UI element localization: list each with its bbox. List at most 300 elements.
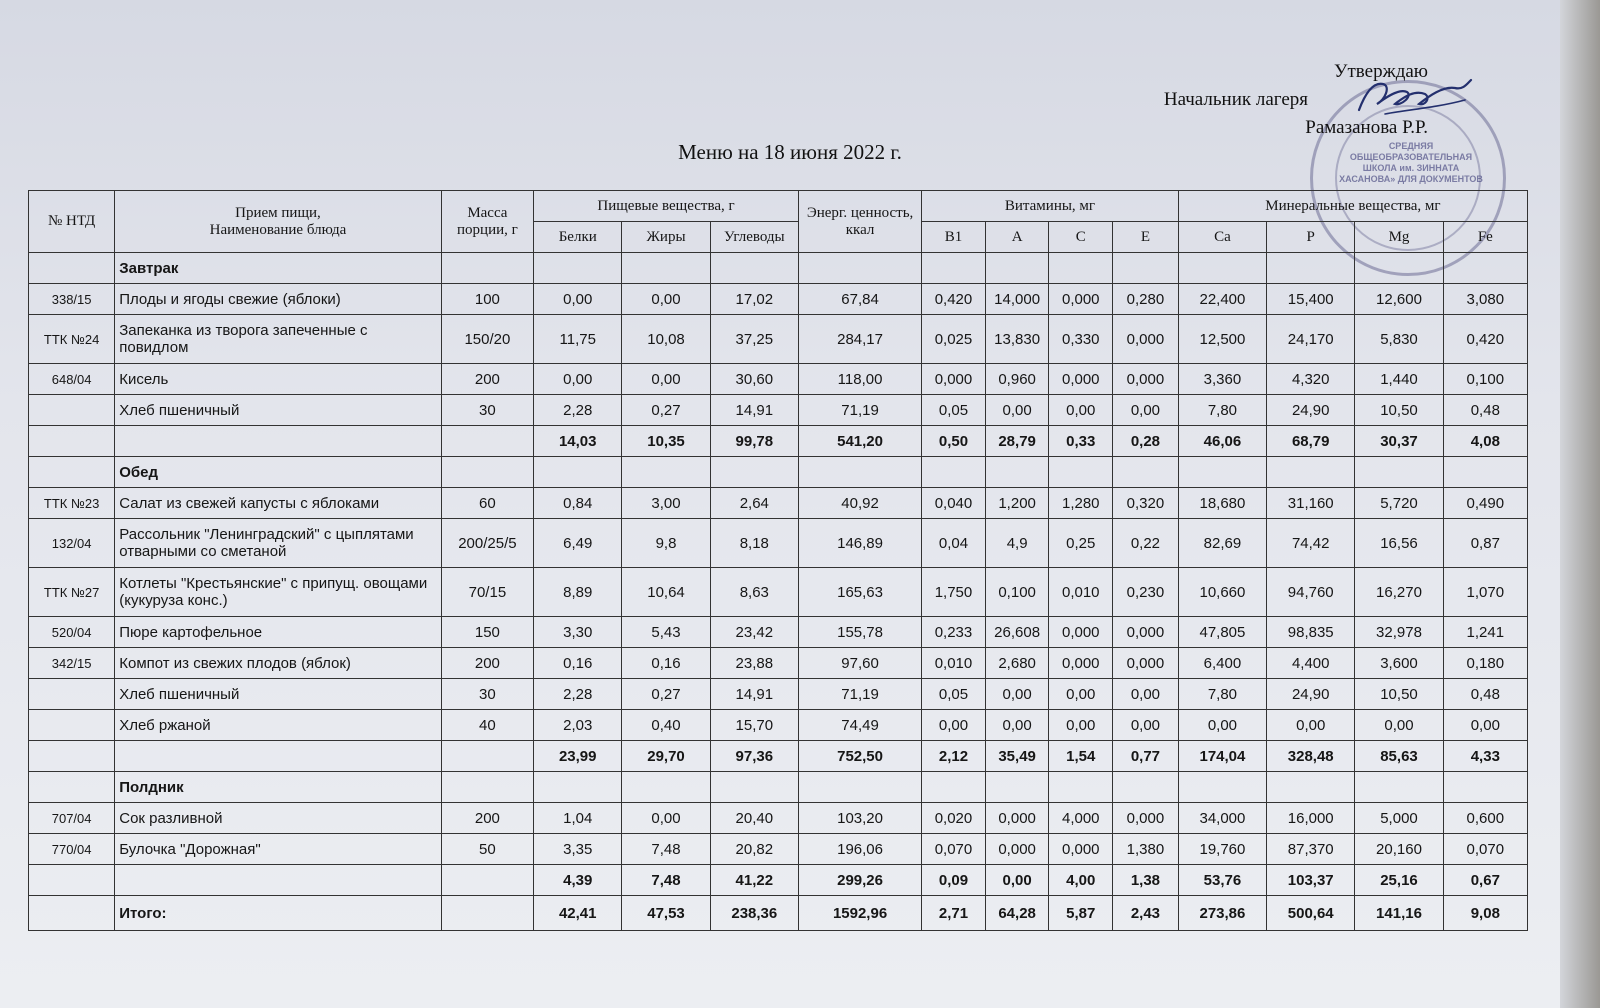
section-total-value: 25,16 <box>1355 865 1443 896</box>
grand-total-value: 64,28 <box>985 896 1049 931</box>
approval-block <box>1068 58 1428 142</box>
empty-cell <box>29 457 115 488</box>
dish-value: 0,420 <box>922 284 986 315</box>
dish-value: 2,680 <box>985 648 1049 679</box>
dish-value: 10,660 <box>1178 568 1266 617</box>
table-row <box>29 395 1528 426</box>
dish-value: 0,070 <box>922 834 986 865</box>
dish-value: 0,40 <box>622 710 710 741</box>
dish-value: 3,360 <box>1178 364 1266 395</box>
dish-name: Кисель <box>115 364 441 395</box>
empty-cell <box>922 457 986 488</box>
grand-total-value: 2,71 <box>922 896 986 931</box>
dish-code: 770/04 <box>29 834 115 865</box>
empty-cell <box>1178 457 1266 488</box>
empty-cell <box>622 772 710 803</box>
empty-cell <box>1355 772 1443 803</box>
dish-value: 0,000 <box>1049 364 1113 395</box>
grand-total-value: 273,86 <box>1178 896 1266 931</box>
header-energy: Энерг. ценность, ккал <box>798 191 921 253</box>
header-ca: Ca <box>1178 222 1266 253</box>
dish-value: 10,08 <box>622 315 710 364</box>
dish-value: 0,22 <box>1113 519 1179 568</box>
section-total-value: 23,99 <box>534 741 622 772</box>
empty-cell <box>1113 772 1179 803</box>
dish-value: 5,000 <box>1355 803 1443 834</box>
dish-value: 0,87 <box>1443 519 1527 568</box>
header-meal <box>115 191 441 253</box>
dish-value: 15,70 <box>710 710 798 741</box>
dish-value: 0,000 <box>1049 284 1113 315</box>
section-total-value: 28,79 <box>985 426 1049 457</box>
dish-value: 0,600 <box>1443 803 1527 834</box>
dish-value: 0,040 <box>922 488 986 519</box>
dish-value: 0,00 <box>622 803 710 834</box>
header-b1: B1 <box>922 222 986 253</box>
header-nutrients: Пищевые вещества, г <box>534 191 799 222</box>
dish-value: 0,233 <box>922 617 986 648</box>
dish-value: 67,84 <box>798 284 921 315</box>
table-row <box>29 488 1528 519</box>
section-total-value: 103,37 <box>1267 865 1355 896</box>
dish-value: 32,978 <box>1355 617 1443 648</box>
dish-value: 0,070 <box>1443 834 1527 865</box>
dish-value: 0,960 <box>985 364 1049 395</box>
dish-value: 3,600 <box>1355 648 1443 679</box>
dish-value: 0,000 <box>985 834 1049 865</box>
dish-value: 74,42 <box>1267 519 1355 568</box>
empty-cell <box>710 772 798 803</box>
section-total-value: 752,50 <box>798 741 921 772</box>
dish-value: 23,88 <box>710 648 798 679</box>
dish-code <box>29 679 115 710</box>
section-total-value: 328,48 <box>1267 741 1355 772</box>
dish-code <box>29 710 115 741</box>
dish-value: 6,49 <box>534 519 622 568</box>
section-total-value: 299,26 <box>798 865 921 896</box>
empty-cell <box>1355 457 1443 488</box>
empty-cell <box>1113 253 1179 284</box>
section-total-value: 46,06 <box>1178 426 1266 457</box>
dish-value: 20,160 <box>1355 834 1443 865</box>
dish-mass: 30 <box>441 395 533 426</box>
page-title <box>0 140 1600 165</box>
dish-value: 0,00 <box>1267 710 1355 741</box>
dish-value: 12,500 <box>1178 315 1266 364</box>
section-total-value: 53,76 <box>1178 865 1266 896</box>
dish-value: 0,180 <box>1443 648 1527 679</box>
dish-mass: 150/20 <box>441 315 533 364</box>
dish-value: 16,270 <box>1355 568 1443 617</box>
dish-value: 10,64 <box>622 568 710 617</box>
empty-cell <box>1267 772 1355 803</box>
dish-value: 196,06 <box>798 834 921 865</box>
header-e: E <box>1113 222 1179 253</box>
section-total-value: 29,70 <box>622 741 710 772</box>
dish-value: 1,241 <box>1443 617 1527 648</box>
dish-value: 0,16 <box>534 648 622 679</box>
dish-name: Пюре картофельное <box>115 617 441 648</box>
section-total-value: 30,37 <box>1355 426 1443 457</box>
section-total-value: 1,38 <box>1113 865 1179 896</box>
header-mass: Масса порции, г <box>441 191 533 253</box>
dish-value: 0,000 <box>1049 834 1113 865</box>
empty-cell <box>441 865 533 896</box>
section-total-value: 10,35 <box>622 426 710 457</box>
table-row <box>29 803 1528 834</box>
dish-value: 0,05 <box>922 395 986 426</box>
dish-value: 0,00 <box>1113 395 1179 426</box>
dish-value: 0,00 <box>1113 710 1179 741</box>
stamp-text: СРЕДНЯЯ ОБЩЕОБРАЗОВАТЕЛЬНАЯ ШКОЛА им. ЗИННАТА ХАСАНОВА» ДЛЯ ДОКУМЕНТОВ <box>1339 141 1483 184</box>
section-total-value: 4,39 <box>534 865 622 896</box>
dish-name: Хлеб ржаной <box>115 710 441 741</box>
dish-value: 0,230 <box>1113 568 1179 617</box>
dish-code: 132/04 <box>29 519 115 568</box>
table-row <box>29 568 1528 617</box>
dish-value: 0,000 <box>1113 617 1179 648</box>
dish-value: 15,400 <box>1267 284 1355 315</box>
dish-name: Компот из свежих плодов (яблок) <box>115 648 441 679</box>
empty-cell <box>1355 253 1443 284</box>
empty-cell <box>985 772 1049 803</box>
empty-cell <box>1267 253 1355 284</box>
dish-name: Хлеб пшеничный <box>115 395 441 426</box>
dish-value: 4,320 <box>1267 364 1355 395</box>
dish-value: 2,03 <box>534 710 622 741</box>
dish-value: 1,440 <box>1355 364 1443 395</box>
dish-value: 0,000 <box>1113 648 1179 679</box>
section-row <box>29 253 1528 284</box>
dish-mass: 50 <box>441 834 533 865</box>
section-total-value: 4,33 <box>1443 741 1527 772</box>
dish-name: Плоды и ягоды свежие (яблоки) <box>115 284 441 315</box>
dish-value: 16,000 <box>1267 803 1355 834</box>
section-total-value: 174,04 <box>1178 741 1266 772</box>
table-row <box>29 679 1528 710</box>
header-vitamins: Витамины, мг <box>922 191 1179 222</box>
dish-value: 0,00 <box>1049 710 1113 741</box>
dish-value: 8,89 <box>534 568 622 617</box>
section-total-value: 0,77 <box>1113 741 1179 772</box>
grand-total-value: 500,64 <box>1267 896 1355 931</box>
dish-value: 118,00 <box>798 364 921 395</box>
dish-value: 10,50 <box>1355 395 1443 426</box>
grand-total-value: 5,87 <box>1049 896 1113 931</box>
empty-cell <box>922 253 986 284</box>
empty-cell <box>1178 772 1266 803</box>
dish-value: 0,00 <box>534 364 622 395</box>
dish-value: 0,100 <box>985 568 1049 617</box>
empty-cell <box>29 741 115 772</box>
empty-cell <box>622 457 710 488</box>
empty-cell <box>1443 772 1527 803</box>
dish-value: 0,00 <box>534 284 622 315</box>
dish-value: 17,02 <box>710 284 798 315</box>
dish-value: 18,680 <box>1178 488 1266 519</box>
section-total-value: 14,03 <box>534 426 622 457</box>
section-total-value: 4,00 <box>1049 865 1113 896</box>
dish-mass: 30 <box>441 679 533 710</box>
dish-mass: 150 <box>441 617 533 648</box>
dish-code: 707/04 <box>29 803 115 834</box>
dish-value: 0,04 <box>922 519 986 568</box>
grand-total-value: 141,16 <box>1355 896 1443 931</box>
dish-value: 13,830 <box>985 315 1049 364</box>
section-total-value: 85,63 <box>1355 741 1443 772</box>
empty-cell <box>985 253 1049 284</box>
section-title: Обед <box>115 457 441 488</box>
dish-value: 284,17 <box>798 315 921 364</box>
header-ntd: № НТД <box>29 191 115 253</box>
section-total-value: 41,22 <box>710 865 798 896</box>
section-total-value: 4,08 <box>1443 426 1527 457</box>
dish-value: 0,490 <box>1443 488 1527 519</box>
empty-cell <box>441 457 533 488</box>
dish-value: 0,420 <box>1443 315 1527 364</box>
header-c: C <box>1049 222 1113 253</box>
section-title: Завтрак <box>115 253 441 284</box>
empty-cell <box>441 253 533 284</box>
dish-code: 648/04 <box>29 364 115 395</box>
dish-value: 1,04 <box>534 803 622 834</box>
dish-value: 2,28 <box>534 679 622 710</box>
empty-cell <box>115 741 441 772</box>
empty-cell <box>798 457 921 488</box>
dish-value: 20,82 <box>710 834 798 865</box>
table-row <box>29 315 1528 364</box>
dish-value: 11,75 <box>534 315 622 364</box>
section-total-value: 68,79 <box>1267 426 1355 457</box>
empty-cell <box>534 457 622 488</box>
menu-table <box>28 190 1528 931</box>
dish-value: 1,200 <box>985 488 1049 519</box>
dish-code: ТТК №24 <box>29 315 115 364</box>
section-total-value: 0,28 <box>1113 426 1179 457</box>
dish-value: 0,00 <box>622 284 710 315</box>
dish-value: 30,60 <box>710 364 798 395</box>
dish-name: Булочка "Дорожная" <box>115 834 441 865</box>
table-row <box>29 364 1528 395</box>
dish-value: 0,010 <box>922 648 986 679</box>
approval-line-3: Рамазанова Р.Р. <box>1305 117 1428 138</box>
dish-value: 0,25 <box>1049 519 1113 568</box>
section-total-value: 0,09 <box>922 865 986 896</box>
empty-cell <box>1049 253 1113 284</box>
grand-total-value: 238,36 <box>710 896 798 931</box>
empty-cell <box>29 896 115 931</box>
dish-value: 0,00 <box>985 395 1049 426</box>
header-meal-line1: Прием пищи, <box>235 204 321 221</box>
dish-value: 3,00 <box>622 488 710 519</box>
dish-value: 8,18 <box>710 519 798 568</box>
dish-value: 0,000 <box>1113 315 1179 364</box>
section-total-value: 0,00 <box>985 865 1049 896</box>
section-row <box>29 772 1528 803</box>
dish-value: 6,400 <box>1178 648 1266 679</box>
dish-value: 34,000 <box>1178 803 1266 834</box>
dish-value: 0,000 <box>1049 648 1113 679</box>
dish-value: 98,835 <box>1267 617 1355 648</box>
dish-name: Котлеты "Крестьянские" с припущ. овощами (кукуруза конс.) <box>115 568 441 617</box>
dish-code <box>29 395 115 426</box>
empty-cell <box>1443 253 1527 284</box>
empty-cell <box>441 772 533 803</box>
dish-value: 0,48 <box>1443 679 1527 710</box>
dish-value: 71,19 <box>798 679 921 710</box>
empty-cell <box>534 772 622 803</box>
table-row <box>29 648 1528 679</box>
dish-value: 0,00 <box>1178 710 1266 741</box>
empty-cell <box>985 457 1049 488</box>
dish-value: 4,400 <box>1267 648 1355 679</box>
empty-cell <box>29 772 115 803</box>
empty-cell <box>29 865 115 896</box>
dish-value: 0,100 <box>1443 364 1527 395</box>
dish-value: 3,080 <box>1443 284 1527 315</box>
section-total-value: 35,49 <box>985 741 1049 772</box>
header-uglevody: Углеводы <box>710 222 798 253</box>
section-title: Полдник <box>115 772 441 803</box>
empty-cell <box>1113 457 1179 488</box>
section-total-value: 99,78 <box>710 426 798 457</box>
dish-value: 0,00 <box>1113 679 1179 710</box>
dish-value: 165,63 <box>798 568 921 617</box>
dish-value: 20,40 <box>710 803 798 834</box>
dish-value: 4,000 <box>1049 803 1113 834</box>
grand-total-row <box>29 896 1528 931</box>
dish-value: 1,750 <box>922 568 986 617</box>
dish-code: 338/15 <box>29 284 115 315</box>
dish-value: 31,160 <box>1267 488 1355 519</box>
dish-value: 0,020 <box>922 803 986 834</box>
dish-value: 7,80 <box>1178 679 1266 710</box>
empty-cell <box>710 253 798 284</box>
dish-code: ТТК №27 <box>29 568 115 617</box>
grand-total-value: 42,41 <box>534 896 622 931</box>
dish-code: 342/15 <box>29 648 115 679</box>
dish-code: 520/04 <box>29 617 115 648</box>
dish-value: 0,000 <box>922 364 986 395</box>
empty-cell <box>1049 772 1113 803</box>
table-row <box>29 284 1528 315</box>
dish-value: 0,280 <box>1113 284 1179 315</box>
dish-value: 1,380 <box>1113 834 1179 865</box>
grand-total-value: 9,08 <box>1443 896 1527 931</box>
section-total-value: 7,48 <box>622 865 710 896</box>
dish-value: 14,91 <box>710 679 798 710</box>
dish-name: Салат из свежей капусты с яблоками <box>115 488 441 519</box>
empty-cell <box>29 426 115 457</box>
header-p: P <box>1267 222 1355 253</box>
grand-total-label: Итого: <box>115 896 441 931</box>
dish-value: 0,00 <box>985 710 1049 741</box>
dish-value: 71,19 <box>798 395 921 426</box>
dish-value: 87,370 <box>1267 834 1355 865</box>
section-total-value: 2,12 <box>922 741 986 772</box>
dish-mass: 200/25/5 <box>441 519 533 568</box>
dish-value: 0,000 <box>1113 803 1179 834</box>
dish-value: 2,28 <box>534 395 622 426</box>
table-header <box>29 191 1528 253</box>
dish-code: ТТК №23 <box>29 488 115 519</box>
dish-value: 10,50 <box>1355 679 1443 710</box>
dish-mass: 100 <box>441 284 533 315</box>
dish-value: 7,48 <box>622 834 710 865</box>
empty-cell <box>622 253 710 284</box>
dish-value: 0,00 <box>1443 710 1527 741</box>
grand-total-value: 47,53 <box>622 896 710 931</box>
section-total-value: 0,33 <box>1049 426 1113 457</box>
empty-cell <box>29 253 115 284</box>
table-row <box>29 519 1528 568</box>
dish-value: 14,91 <box>710 395 798 426</box>
dish-value: 155,78 <box>798 617 921 648</box>
dish-value: 0,00 <box>922 710 986 741</box>
dish-name: Запеканка из творога запеченные с повидлом <box>115 315 441 364</box>
section-row <box>29 457 1528 488</box>
dish-value: 0,025 <box>922 315 986 364</box>
dish-value: 24,90 <box>1267 679 1355 710</box>
dish-mass: 200 <box>441 803 533 834</box>
table-body <box>29 253 1528 931</box>
table-row <box>29 617 1528 648</box>
section-total-value: 0,50 <box>922 426 986 457</box>
dish-value: 0,27 <box>622 679 710 710</box>
section-total-row <box>29 865 1528 896</box>
dish-value: 0,00 <box>1049 395 1113 426</box>
dish-value: 0,00 <box>985 679 1049 710</box>
dish-value: 74,49 <box>798 710 921 741</box>
empty-cell <box>798 253 921 284</box>
dish-value: 3,30 <box>534 617 622 648</box>
dish-value: 2,64 <box>710 488 798 519</box>
section-total-row <box>29 426 1528 457</box>
dish-name: Хлеб пшеничный <box>115 679 441 710</box>
dish-value: 0,27 <box>622 395 710 426</box>
dish-value: 0,05 <box>922 679 986 710</box>
dish-mass: 200 <box>441 364 533 395</box>
dish-value: 0,330 <box>1049 315 1113 364</box>
empty-cell <box>534 253 622 284</box>
dish-value: 9,8 <box>622 519 710 568</box>
grand-total-value: 1592,96 <box>798 896 921 931</box>
header-fe: Fe <box>1443 222 1527 253</box>
dish-value: 0,16 <box>622 648 710 679</box>
header-a: A <box>985 222 1049 253</box>
header-meal-line2: Наименование блюда <box>209 221 347 238</box>
header-zhiry: Жиры <box>622 222 710 253</box>
empty-cell <box>441 896 533 931</box>
dish-name: Сок разливной <box>115 803 441 834</box>
grand-total-value: 2,43 <box>1113 896 1179 931</box>
dish-value: 1,070 <box>1443 568 1527 617</box>
dish-value: 0,000 <box>1113 364 1179 395</box>
section-total-row <box>29 741 1528 772</box>
dish-value: 0,000 <box>985 803 1049 834</box>
dish-value: 47,805 <box>1178 617 1266 648</box>
dish-mass: 60 <box>441 488 533 519</box>
dish-mass: 70/15 <box>441 568 533 617</box>
empty-cell <box>1443 457 1527 488</box>
page-title-text: Меню на 18 июня 2022 г. <box>678 140 902 164</box>
header-mg: Mg <box>1355 222 1443 253</box>
dish-value: 12,600 <box>1355 284 1443 315</box>
dish-value: 0,84 <box>534 488 622 519</box>
dish-mass: 200 <box>441 648 533 679</box>
dish-value: 5,830 <box>1355 315 1443 364</box>
dish-value: 26,608 <box>985 617 1049 648</box>
